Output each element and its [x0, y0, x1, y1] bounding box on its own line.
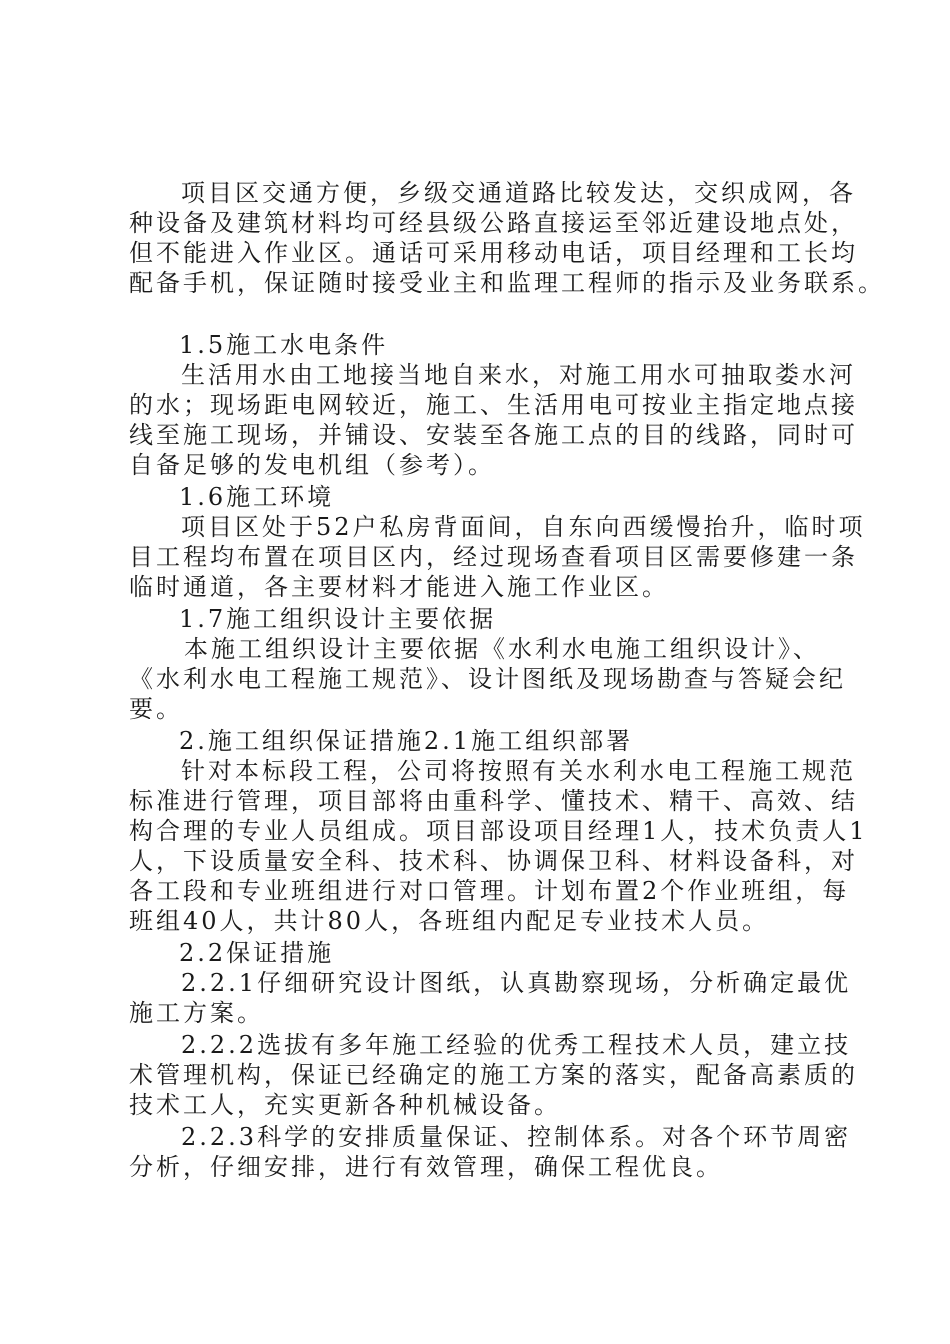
text-line: 要。 — [129, 695, 183, 723]
text-line: 施工方案。 — [129, 999, 264, 1027]
text-line: 班组40人，共计80人，各班组内配足专业技术人员。 — [129, 907, 770, 935]
text-line: 《水利水电工程施工规范》、设计图纸及现场勘查与答疑会纪 — [129, 665, 846, 693]
text-line: 配备手机，保证随时接受业主和监理工程师的指示及业务联系。 — [129, 269, 885, 297]
text-line: 2.2.1仔细研究设计图纸，认真勘察现场，分析确定最优 — [181, 969, 852, 997]
text-line: 技术工人，充实更新各种机械设备。 — [129, 1091, 561, 1119]
text-line: 但不能进入作业区。通话可采用移动电话，项目经理和工长均 — [129, 239, 858, 267]
text-line: 分析，仔细安排，进行有效管理，确保工程优良。 — [129, 1153, 723, 1181]
section-heading: 1.5施工水电条件 — [179, 331, 389, 359]
text-line: 本施工组织设计主要依据《水利水电施工组织设计》、 — [184, 635, 820, 663]
text-line: 种设备及建筑材料均可经县级公路直接运至邻近建设地点处， — [129, 209, 858, 237]
text-line: 项目区处于52户私房背面间，自东向西缓慢抬升，临时项 — [181, 513, 866, 541]
section-heading: 2.2保证措施 — [179, 939, 335, 967]
section-heading: 1.6施工环境 — [179, 483, 335, 511]
text-line: 针对本标段工程，公司将按照有关水利水电工程施工规范 — [181, 757, 856, 785]
text-line: 构合理的专业人员组成。项目部设项目经理1人，技术负责人1 — [129, 817, 868, 845]
text-line: 2.2.3科学的安排质量保证、控制体系。对各个环节周密 — [181, 1123, 852, 1151]
text-line: 临时通道，各主要材料才能进入施工作业区。 — [129, 573, 669, 601]
text-line: 目工程均布置在项目区内，经过现场查看项目区需要修建一条 — [129, 543, 858, 571]
text-line: 2.2.2选拔有多年施工经验的优秀工程技术人员，建立技 — [181, 1031, 852, 1059]
text-line: 的水；现场距电网较近，施工、生活用电可按业主指定地点接 — [129, 391, 858, 419]
section-heading: 1.7施工组织设计主要依据 — [179, 605, 497, 633]
text-line: 自备足够的发电机组（参考）。 — [129, 451, 495, 479]
text-line: 标准进行管理，项目部将由重科学、懂技术、精干、高效、结 — [129, 787, 858, 815]
text-line: 线至施工现场，并铺设、安装至各施工点的目的线路，同时可 — [129, 421, 858, 449]
text-line: 术管理机构，保证已经确定的施工方案的落实，配备高素质的 — [129, 1061, 858, 1089]
text-line: 人，下设质量安全科、技术科、协调保卫科、材料设备科，对 — [129, 847, 858, 875]
text-line: 生活用水由工地接当地自来水，对施工用水可抽取娄水河 — [181, 361, 856, 389]
text-line: 项目区交通方便，乡级交通道路比较发达，交织成网，各 — [181, 179, 856, 207]
text-line: 各工段和专业班组进行对口管理。计划布置2个作业班组，每 — [129, 877, 850, 905]
section-heading: 2.施工组织保证措施2.1施工组织部署 — [179, 727, 634, 755]
